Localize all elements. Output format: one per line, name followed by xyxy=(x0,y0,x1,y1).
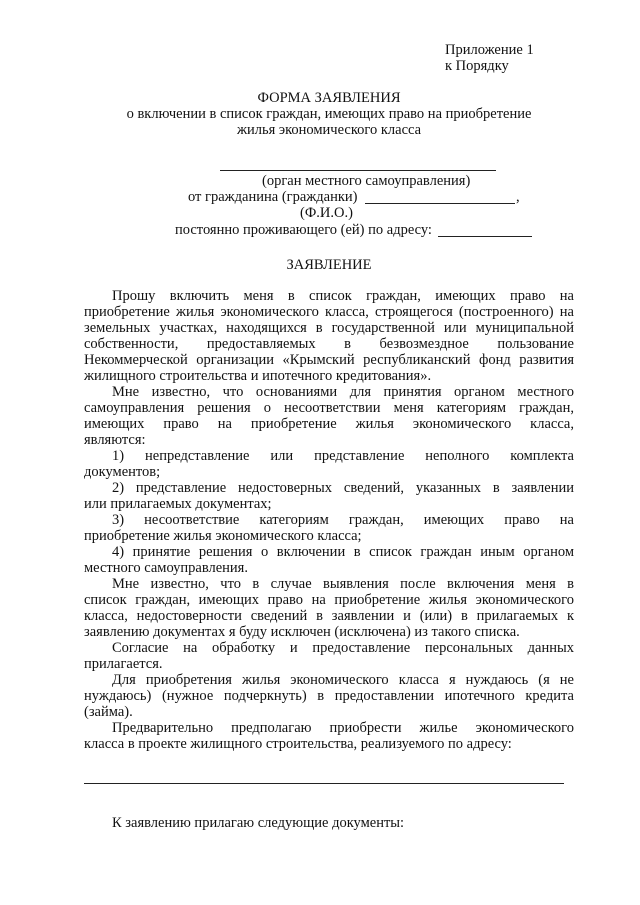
body-line: список граждан, имеющих право на приобретение жилья экономического xyxy=(84,592,574,608)
body-line: класса, недостоверности сведений в заявлении и (или) в прилагаемых к xyxy=(84,608,574,624)
purchase-address-blank-line xyxy=(84,783,564,784)
fio-caption: (Ф.И.О.) xyxy=(300,205,353,221)
body-line: местного самоуправления. xyxy=(84,560,248,576)
body-line: заявлению документах я буду исключен (исключена) из такого списка. xyxy=(84,624,520,640)
attachments-line: К заявлению прилагаю следующие документы: xyxy=(112,815,405,831)
body-line: Мне известно, что основаниями для принятия органом местного xyxy=(112,384,574,400)
form-subtitle-line-2: жилья экономического класса xyxy=(236,122,422,138)
body-line: 3) несоответствие категориям граждан, имеющих право на xyxy=(112,512,574,528)
org-caption: (орган местного самоуправления) xyxy=(262,173,471,189)
from-citizen-label: от гражданина (гражданки) xyxy=(188,189,358,205)
from-citizen-blank-line xyxy=(365,203,515,204)
org-blank-line xyxy=(220,170,496,171)
body-line: Предварительно предполагаю приобрести жилье экономического xyxy=(112,720,574,736)
body-line: являются: xyxy=(84,432,146,448)
body-line: жилищного строительства и ипотечного кредитования». xyxy=(84,368,432,384)
body-line: самоуправления решения о несоответствии меня категориям граждан, xyxy=(84,400,574,416)
body-line: Для приобретения жилья экономического класса я нуждаюсь (я не xyxy=(112,672,574,688)
body-line: приобретение жилья экономического класса, строящегося (построенного) на xyxy=(84,304,574,320)
body-line: прилагается. xyxy=(84,656,163,672)
body-line: документов; xyxy=(84,464,161,480)
form-subtitle-line-1: о включении в список граждан, имеющих право на приобретение xyxy=(126,106,532,122)
body-line: Мне известно, что в случае выявления после включения меня в xyxy=(112,576,574,592)
body-line: 1) непредставление или представление неполного комплекта xyxy=(112,448,574,464)
body-line: приобретение жилья экономического класса; xyxy=(84,528,362,544)
appendix-line-2: к Порядку xyxy=(445,58,509,74)
body-line: или прилагаемых документах; xyxy=(84,496,272,512)
from-citizen-comma: , xyxy=(516,189,520,205)
body-line: 2) представление недостоверных сведений, указанных в заявлении xyxy=(112,480,574,496)
body-line: нуждаюсь) (нужное подчеркнуть) в предоставлении ипотечного кредита xyxy=(84,688,574,704)
body-line: имеющих право на приобретение жилья экономического класса, xyxy=(84,416,574,432)
body-line: собственности, предоставляемых в безвозмездное пользование xyxy=(84,336,574,352)
address-label: постоянно проживающего (ей) по адресу: xyxy=(175,222,432,238)
body-line: (займа). xyxy=(84,704,133,720)
body-line: Согласие на обработку и предоставление персональных данных xyxy=(112,640,574,656)
body-line: Прошу включить меня в список граждан, имеющих право на xyxy=(112,288,574,304)
appendix-line-1: Приложение 1 xyxy=(445,42,534,58)
body-line: земельных участках, находящихся в государственной или муниципальной xyxy=(84,320,574,336)
address-blank-line xyxy=(438,236,532,237)
body-line: Некоммерческой организации «Крымский республиканский фонд развития xyxy=(84,352,574,368)
body-line: 4) принятие решения о включении в список граждан иным органом xyxy=(112,544,574,560)
form-title: ФОРМА ЗАЯВЛЕНИЯ xyxy=(257,90,401,106)
statement-title: ЗАЯВЛЕНИЕ xyxy=(286,257,372,273)
body-line: класса в проекте жилищного строительства, реализуемого по адресу: xyxy=(84,736,512,752)
